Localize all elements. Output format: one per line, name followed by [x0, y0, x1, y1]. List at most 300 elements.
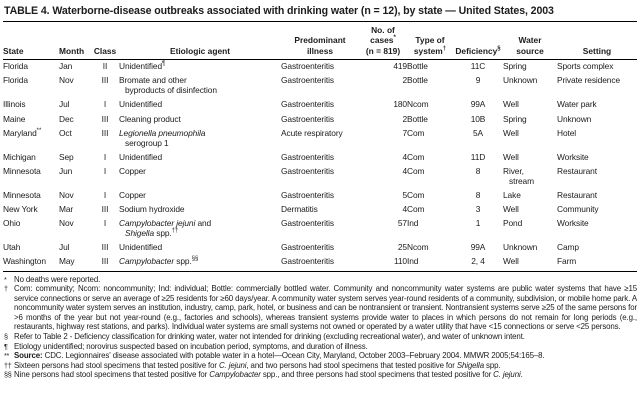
cell-line: Illinois: [3, 99, 26, 110]
cell-line: River,: [503, 165, 524, 176]
cell-agent: [119, 164, 281, 188]
cell-line: Cleaning product: [119, 113, 181, 124]
cell-deficiency: [453, 164, 503, 188]
cell-illness: [281, 126, 359, 150]
cell-line: Lake: [503, 190, 521, 201]
cell-deficiency: [453, 189, 503, 203]
column-header-illness: [281, 23, 359, 59]
cell-line: Restaurant: [557, 190, 597, 201]
cell-line: Restaurant: [557, 165, 597, 176]
cell-line: Gastroenteritis: [281, 190, 334, 201]
cell-line: I: [103, 218, 107, 229]
cell-state: [3, 255, 59, 271]
cell-cases: [359, 189, 407, 203]
cell-line: State: [3, 45, 24, 56]
cell-source: [503, 217, 557, 241]
footnote-text: Source: CDC. Legionnaires' disease associated with potable water in a hotel—Ocean City, Maryland, October 2003–February 2004. MMWR 2005;54:165–8.: [14, 351, 545, 361]
cell-illness: [281, 59, 359, 74]
cell-line: Florida: [3, 61, 28, 72]
cell-system: [407, 217, 453, 241]
cell-system: [407, 164, 453, 188]
cell-state: [3, 59, 59, 74]
cell-line: Gastroenteritis: [281, 242, 334, 253]
cell-line: Com: [407, 165, 425, 176]
cell-line: Well: [503, 204, 519, 215]
header-row: [3, 23, 637, 59]
cell-class: [91, 150, 119, 164]
column-header-agent: [119, 23, 281, 59]
cell-month: [59, 217, 91, 241]
cell-line: Gastroenteritis: [281, 218, 334, 229]
cell-month: [59, 74, 91, 98]
cell-agent: [119, 203, 281, 217]
cell-month: [59, 98, 91, 112]
cell-line: Unknown: [503, 242, 538, 253]
cell-line: Unidentified¶: [119, 61, 166, 72]
cell-line: Gastroenteritis: [281, 256, 334, 267]
cell-line: Sports complex: [557, 61, 614, 72]
cell-line: 8: [475, 165, 481, 176]
footnote: [4, 361, 637, 371]
footnote-marker: §: [4, 332, 8, 342]
cell-line: Nov: [59, 190, 74, 201]
table-header: [3, 23, 637, 59]
cell-month: [59, 189, 91, 203]
table-row: [3, 112, 637, 126]
cell-line: 8: [475, 190, 481, 201]
cell-line: Unidentified: [119, 242, 163, 253]
cell-deficiency: [453, 241, 503, 255]
cell-line: Predominant: [294, 35, 346, 46]
cell-deficiency: [453, 203, 503, 217]
cell-class: [91, 164, 119, 188]
cell-line: 11C: [470, 61, 486, 72]
cell-line: No. of: [371, 25, 395, 35]
cell-line: Dermatitis: [281, 204, 318, 215]
cell-line: Maryland**: [3, 127, 42, 138]
cell-line: I: [103, 151, 107, 162]
footnote-marker: ¶: [4, 341, 8, 351]
column-header-state: [3, 23, 59, 59]
cell-agent: [119, 74, 281, 98]
cell-line: Farm: [557, 256, 577, 267]
footnote-marker: †: [4, 284, 8, 294]
cell-line: Setting: [582, 45, 612, 56]
footnote-text: Etiology unidentified; norovirus suspected based on incubation period, symptoms, and duration of illness.: [14, 341, 368, 351]
cell-line: Minnesota: [3, 165, 41, 176]
cell-agent: [119, 189, 281, 203]
table-row: [3, 164, 637, 188]
cell-source: [503, 126, 557, 150]
cell-line: II: [102, 61, 108, 72]
cell-line: Gastroenteritis: [281, 165, 334, 176]
cell-month: [59, 150, 91, 164]
cell-line: 99A: [470, 99, 486, 110]
cell-line: Copper: [119, 165, 146, 176]
cell-line: III: [101, 75, 109, 86]
cell-line: 4: [402, 165, 407, 176]
cell-line: Gastroenteritis: [281, 113, 334, 124]
cell-source: [503, 241, 557, 255]
footnote: [4, 351, 637, 361]
cell-line: Water: [518, 35, 542, 46]
table-row: [3, 59, 637, 74]
cell-month: [59, 126, 91, 150]
table-title: TABLE 4. Waterborne-disease outbreaks associated with drinking water (n = 12), by state — United States, 2003: [3, 3, 637, 22]
cell-illness: [281, 189, 359, 203]
cell-line: cases*: [370, 35, 396, 46]
cell-line: Hotel: [557, 127, 577, 138]
cell-line: Mar: [59, 204, 74, 215]
cell-setting: [557, 126, 637, 150]
cell-illness: [281, 112, 359, 126]
cell-line: 180: [393, 99, 407, 110]
footnote-text: Refer to Table 2 - Deficiency classification for drinking water, water not intended for drinking (excluding recreational water), and water of unknown intent.: [14, 332, 525, 342]
cell-line: III: [101, 113, 109, 124]
footnote: [4, 284, 637, 332]
cell-cases: [359, 126, 407, 150]
cell-class: [91, 74, 119, 98]
cell-line: Nov: [59, 218, 74, 229]
cell-class: [91, 126, 119, 150]
cell-source: [503, 203, 557, 217]
cell-cases: [359, 241, 407, 255]
cell-setting: [557, 98, 637, 112]
cell-line: Oct: [59, 127, 72, 138]
cell-class: [91, 59, 119, 74]
cell-line: 11D: [470, 151, 486, 162]
cell-illness: [281, 203, 359, 217]
cell-line: 4: [402, 151, 407, 162]
cell-state: [3, 126, 59, 150]
cell-agent: [119, 241, 281, 255]
cell-line: I: [103, 165, 107, 176]
cell-cases: [359, 150, 407, 164]
cell-state: [3, 164, 59, 188]
cell-line: Bottle: [407, 75, 428, 86]
cell-cases: [359, 98, 407, 112]
cell-line: Private residence: [557, 75, 621, 86]
cell-illness: [281, 217, 359, 241]
cell-month: [59, 203, 91, 217]
cell-line: Bottle: [407, 113, 428, 124]
cell-line: Worksite: [557, 151, 589, 162]
cell-line: Dec: [59, 113, 74, 124]
cell-system: [407, 126, 453, 150]
cell-line: illness: [306, 45, 334, 56]
cell-source: [503, 112, 557, 126]
table-row: [3, 74, 637, 98]
cell-line: Class: [93, 45, 117, 56]
cell-line: Sodium hydroxide: [119, 204, 185, 215]
cell-system: [407, 241, 453, 255]
footnote-marker: ††: [4, 360, 12, 370]
cell-agent: [119, 112, 281, 126]
cell-line: III: [101, 242, 109, 253]
cell-line: Deficiency§: [455, 45, 501, 56]
cell-line: 25: [397, 242, 407, 253]
cell-line: Gastroenteritis: [281, 99, 334, 110]
footnote-text: No deaths were reported.: [14, 274, 101, 284]
cell-line: Ind: [407, 218, 419, 229]
cell-deficiency: [453, 150, 503, 164]
cell-line: Com: [407, 127, 425, 138]
cell-class: [91, 98, 119, 112]
cell-line: Ind: [407, 256, 419, 267]
footnote: [4, 342, 637, 352]
cell-state: [3, 217, 59, 241]
footnote: [4, 370, 637, 380]
column-header-setting: [557, 23, 637, 59]
cell-agent: [119, 59, 281, 74]
cell-line: 419: [393, 61, 407, 72]
table-row: [3, 126, 637, 150]
cell-line: Jul: [59, 99, 70, 110]
cell-cases: [359, 203, 407, 217]
cell-line: Maine: [3, 113, 26, 124]
cell-line: Jul: [59, 242, 70, 253]
cell-agent: [119, 255, 281, 271]
cell-line: New York: [3, 204, 38, 215]
cell-class: [91, 203, 119, 217]
cell-line: Unidentified: [119, 151, 163, 162]
cell-agent: [119, 126, 281, 150]
cell-source: [503, 150, 557, 164]
cell-line: Water park: [557, 99, 597, 110]
cell-line: I: [103, 99, 107, 110]
cell-month: [59, 241, 91, 255]
cell-class: [91, 255, 119, 271]
cell-line: Ncom: [407, 99, 429, 110]
cell-month: [59, 59, 91, 74]
cell-line: Washington: [3, 256, 46, 267]
column-header-system: [407, 23, 453, 59]
cell-line: Well: [503, 256, 519, 267]
cell-system: [407, 59, 453, 74]
cell-system: [407, 98, 453, 112]
footnote-text: Nine persons had stool specimens that tested positive for Campylobacter spp., and three persons had stool specimens that tested positive for C. jejuni.: [14, 370, 523, 380]
cell-cases: [359, 164, 407, 188]
cell-class: [91, 112, 119, 126]
cell-line: 4: [402, 204, 407, 215]
cell-illness: [281, 241, 359, 255]
cell-line: Shigella spp.††: [125, 228, 179, 239]
cell-setting: [557, 59, 637, 74]
cell-setting: [557, 241, 637, 255]
cell-system: [407, 203, 453, 217]
cell-line: 1: [475, 218, 481, 229]
cell-line: Well: [503, 127, 519, 138]
cell-source: [503, 255, 557, 271]
table-row: [3, 203, 637, 217]
footnote-text: Com: community; Ncom: noncommunity; Ind: individual; Bottle: commercially bottled water. Community and noncommunity water systems are public water systems that have ≥15 service connections or serve an average of ≥25 residents for ≥60 days/year. A community water system serves year-round residents of a community, subdivision, or mobile home park. A noncommunity water system serves an institution, industry, camp, park, hotel, or business and can be nontransient or transient. Nontransient systems serve ≥25 of the same persons for >6 months of the year but not year-round (e.g., factories and schools), whereas transient systems provide water to places in which persons do not remain for long periods (e.g., restaurants, highway rest stations, and parks). Individual water systems are small systems not owned or operated by a water utility that have <15 connections or serve <25 persons.: [14, 284, 637, 332]
cell-line: Gastroenteritis: [281, 61, 334, 72]
table-body: [3, 59, 637, 270]
cell-line: III: [101, 127, 109, 138]
cell-line: 10B: [470, 113, 486, 124]
cell-line: Campylobacter spp.§§: [119, 256, 199, 267]
table-row: [3, 255, 637, 271]
cell-line: source: [516, 45, 544, 56]
cell-agent: [119, 217, 281, 241]
cell-setting: [557, 203, 637, 217]
cell-system: [407, 189, 453, 203]
footnote: [4, 275, 637, 285]
cell-agent: [119, 150, 281, 164]
cell-line: Acute respiratory: [281, 127, 343, 138]
cell-line: Unknown: [557, 113, 592, 124]
column-header-class: [91, 23, 119, 59]
cell-line: 7: [402, 127, 407, 138]
cell-line: Utah: [3, 242, 21, 253]
cell-line: Month: [59, 45, 85, 56]
cell-setting: [557, 189, 637, 203]
cell-line: serogroup 1: [125, 137, 169, 148]
cell-month: [59, 164, 91, 188]
cell-cases: [359, 217, 407, 241]
outbreaks-table: [3, 23, 637, 271]
cell-deficiency: [453, 217, 503, 241]
cell-source: [503, 164, 557, 188]
cell-cases: [359, 255, 407, 271]
cell-illness: [281, 164, 359, 188]
cell-state: [3, 74, 59, 98]
cell-month: [59, 112, 91, 126]
cell-line: I: [103, 190, 107, 201]
cell-line: Bottle: [407, 61, 428, 72]
cell-line: Ohio: [3, 218, 21, 229]
cell-line: Jan: [59, 61, 73, 72]
cell-system: [407, 150, 453, 164]
cell-line: 57: [397, 218, 407, 229]
cell-agent: [119, 98, 281, 112]
cell-state: [3, 98, 59, 112]
cell-class: [91, 217, 119, 241]
cell-line: May: [59, 256, 75, 267]
cell-source: [503, 59, 557, 74]
cell-setting: [557, 255, 637, 271]
cell-state: [3, 112, 59, 126]
cell-line: Minnesota: [3, 190, 41, 201]
cell-system: [407, 255, 453, 271]
cell-setting: [557, 150, 637, 164]
cell-line: Camp: [557, 242, 579, 253]
cell-cases: [359, 112, 407, 126]
cell-line: 9: [475, 75, 481, 86]
cell-line: Com: [407, 190, 425, 201]
cell-illness: [281, 74, 359, 98]
cell-cases: [359, 59, 407, 74]
outbreaks-table-container: [3, 23, 637, 272]
cell-cases: [359, 74, 407, 98]
cell-source: [503, 74, 557, 98]
column-header-cases: [359, 23, 407, 59]
cell-line: Worksite: [557, 218, 589, 229]
cell-illness: [281, 98, 359, 112]
cell-line: Michigan: [3, 151, 36, 162]
cell-line: Copper: [119, 190, 146, 201]
cell-line: Gastroenteritis: [281, 75, 334, 86]
cell-line: Sep: [59, 151, 74, 162]
cell-setting: [557, 74, 637, 98]
cell-setting: [557, 217, 637, 241]
cell-line: Legionella pneumophila: [119, 127, 206, 138]
column-header-month: [59, 23, 91, 59]
cell-deficiency: [453, 98, 503, 112]
cell-illness: [281, 150, 359, 164]
cell-line: 2: [402, 75, 407, 86]
footnote-marker: **: [4, 351, 9, 361]
footnote-marker: §§: [4, 370, 12, 380]
cell-state: [3, 241, 59, 255]
cell-line: Spring: [503, 61, 527, 72]
cell-deficiency: [453, 59, 503, 74]
table-row: [3, 150, 637, 164]
cell-line: Gastroenteritis: [281, 151, 334, 162]
column-header-deficiency: [453, 23, 503, 59]
cell-system: [407, 74, 453, 98]
cell-deficiency: [453, 74, 503, 98]
cell-line: Type of: [415, 35, 445, 46]
cell-class: [91, 241, 119, 255]
footnote-text: Sixteen persons had stool specimens that tested positive for C. jejuni, and two persons had stool specimens that tested positive for Shigella spp.: [14, 360, 501, 370]
cell-line: 5: [402, 190, 407, 201]
cell-line: Nov: [59, 75, 74, 86]
cell-line: Etiologic agent: [169, 45, 231, 56]
cell-line: Community: [557, 204, 599, 215]
cell-setting: [557, 112, 637, 126]
column-header-source: [503, 23, 557, 59]
cell-line: 3: [475, 204, 481, 215]
cell-class: [91, 189, 119, 203]
cell-line: Bromate and other: [119, 75, 187, 86]
cell-line: Ncom: [407, 242, 429, 253]
cell-line: 5A: [472, 127, 484, 138]
footnote: [4, 332, 637, 342]
table-row: [3, 241, 637, 255]
cell-line: Unknown: [503, 75, 538, 86]
table-row: [3, 217, 637, 241]
cell-line: Pond: [503, 218, 523, 229]
cell-state: [3, 150, 59, 164]
cell-state: [3, 203, 59, 217]
cell-system: [407, 112, 453, 126]
cell-line: byproducts of disinfection: [125, 85, 217, 96]
cell-line: Florida: [3, 75, 28, 86]
cell-line: Jun: [59, 165, 73, 176]
cell-illness: [281, 255, 359, 271]
cell-line: III: [101, 256, 109, 267]
cell-source: [503, 98, 557, 112]
cell-line: Unidentified: [119, 99, 163, 110]
cell-line: system†: [413, 45, 447, 56]
cell-line: Campylobacter jejuni and: [119, 218, 212, 229]
cell-line: 2, 4: [471, 256, 485, 267]
cell-line: stream: [509, 175, 534, 186]
cell-source: [503, 189, 557, 203]
table-row: [3, 98, 637, 112]
cell-deficiency: [453, 112, 503, 126]
cell-line: Well: [503, 151, 519, 162]
cell-line: Well: [503, 99, 519, 110]
cell-line: 110: [393, 256, 407, 267]
cell-line: III: [101, 204, 109, 215]
cell-line: Com: [407, 151, 425, 162]
cell-line: Spring: [503, 113, 527, 124]
footnotes-section: [3, 275, 637, 381]
cell-setting: [557, 164, 637, 188]
cell-month: [59, 255, 91, 271]
